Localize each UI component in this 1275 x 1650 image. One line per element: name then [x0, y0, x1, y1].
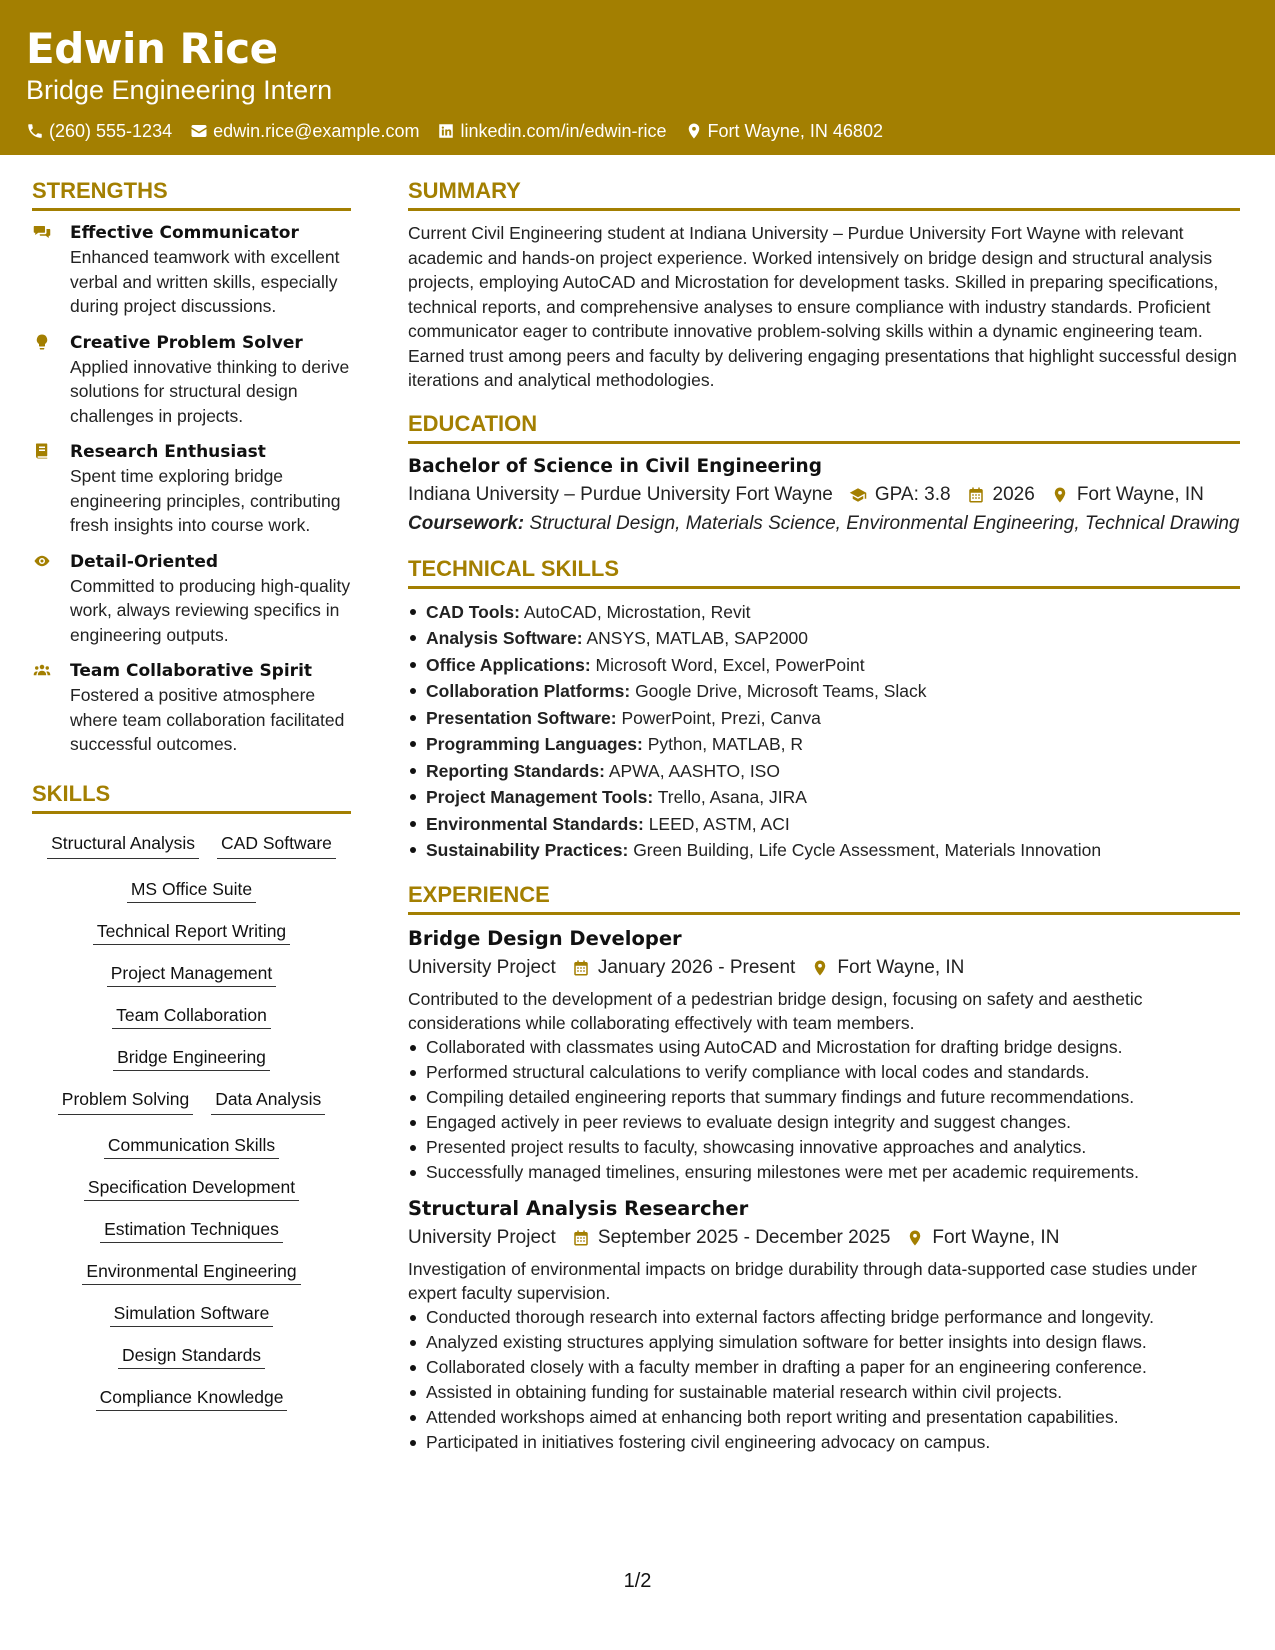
phone-icon — [26, 122, 44, 140]
page-number: 1/2 — [623, 1570, 652, 1592]
job-meta — [408, 1223, 1240, 1253]
skill-tag: Compliance Knowledge — [96, 1387, 288, 1411]
strength-desc: Applied innovative thinking to derive solutions for structural design challenges in projects. — [70, 356, 350, 426]
contact-bar — [26, 120, 1249, 142]
tech-skill-item — [408, 758, 1240, 785]
calendar-icon — [572, 959, 590, 977]
strength-item — [32, 440, 351, 538]
tech-skill-item — [408, 705, 1240, 732]
education-meta — [408, 480, 1240, 510]
job-entry — [408, 925, 1240, 1185]
tech-skill-value: LEED, ASTM, ACI — [648, 813, 790, 834]
phone-text: (260) 555-1234 — [49, 121, 173, 141]
job-title: Structural Analysis Researcher — [408, 1196, 749, 1220]
skill-tag: Environmental Engineering — [82, 1261, 300, 1285]
contact-phone — [26, 120, 172, 142]
strength-item — [32, 221, 351, 319]
job-bullet: Assisted in obtaining funding for sustainable material research within civil projects. — [408, 1380, 1240, 1405]
job-bullets — [408, 1305, 1240, 1455]
strength-title: Effective Communicator — [70, 223, 299, 243]
calendar-icon — [572, 1229, 590, 1247]
job-bullet: Performed structural calculations to verify compliance with local codes and standards. — [408, 1060, 1240, 1085]
strength-item — [32, 331, 351, 429]
skill-tag: Estimation Techniques — [100, 1219, 283, 1243]
tech-skill-item — [408, 652, 1240, 679]
coursework-label: Coursework: — [408, 512, 525, 534]
job-bullet: Successfully managed timelines, ensuring milestones were met per academic requirements. — [408, 1160, 1240, 1185]
tech-skill-item — [408, 731, 1240, 758]
skill-tag: Team Collaboration — [112, 1005, 271, 1029]
strength-desc: Committed to producing high-quality work, always reviewing specifics in engineering outputs. — [70, 575, 351, 645]
contact-location — [685, 120, 883, 142]
map-pin-icon — [811, 959, 829, 977]
strengths-heading: STRENGTHS — [32, 176, 351, 211]
strength-title: Research Enthusiast — [70, 442, 266, 462]
strength-title: Team Collaborative Spirit — [70, 661, 313, 681]
tech-skill-label: CAD Tools: — [426, 601, 520, 622]
tech-skill-label: Collaboration Platforms: — [426, 681, 631, 701]
linkedin-link[interactable]: linkedin.com/in/edwin-rice — [460, 121, 667, 141]
right-column — [408, 176, 1240, 1455]
job-entry — [408, 1195, 1240, 1455]
education-location: Fort Wayne, IN — [1076, 483, 1204, 505]
map-pin-icon — [685, 122, 703, 140]
technical-skills-list — [408, 599, 1240, 864]
tech-skill-value: Microsoft Word, Excel, PowerPoint — [595, 654, 865, 675]
comments-icon — [32, 223, 52, 241]
eye-icon — [32, 552, 52, 570]
coursework-list: Structural Design, Materials Science, Environmental Engineering, Technical Drawing — [529, 512, 1240, 534]
skill-tag: Problem Solving — [58, 1087, 193, 1115]
skill-tag: Design Standards — [118, 1345, 265, 1369]
tech-skill-label: Presentation Software: — [426, 707, 617, 728]
skill-tag: CAD Software — [217, 831, 336, 859]
map-pin-icon — [1051, 486, 1069, 504]
summary-text: Current Civil Engineering student at Indiana University – Purdue University Fort Wayne with relevant academic and hands-on project experience. Worked intensively on bridge design and structural analysis projects, employing AutoCAD and Microstation for development tasks. Skilled in preparing specifications, technical reports, and comprehensive analyses to ensure compliance with industry standards. Proficient communicator eager to contribute innovative problem-solving skills within a dynamic engineering team. Earned trust among peers and faculty by delivering engaging presentations that highlight successful design iterations and analytical methodologies. — [408, 223, 1237, 390]
skill-tag: MS Office Suite — [127, 879, 256, 903]
tech-skill-item — [408, 784, 1240, 811]
linkedin-icon — [437, 122, 455, 140]
calendar-icon — [967, 486, 985, 504]
tech-skill-item — [408, 678, 1240, 705]
job-org: University Project — [408, 1226, 556, 1248]
skills-heading: SKILLS — [32, 779, 351, 814]
users-icon — [32, 661, 52, 679]
job-bullet: Compiling detailed engineering reports that summary findings and future recommendations. — [408, 1085, 1240, 1110]
contact-linkedin[interactable] — [437, 120, 666, 142]
tech-skill-label: Project Management Tools: — [426, 787, 654, 807]
job-org: University Project — [408, 956, 556, 978]
tech-skill-value: ANSYS, MATLAB, SAP2000 — [586, 628, 808, 648]
skills-list — [32, 824, 351, 1420]
grad-year: 2026 — [992, 483, 1035, 505]
tech-skill-label: Reporting Standards: — [426, 760, 605, 781]
job-bullet: Conducted thorough research into external factors affecting bridge performance and longevity. — [408, 1305, 1240, 1330]
tech-skill-item — [408, 599, 1240, 626]
graduation-cap-icon — [849, 486, 867, 504]
strength-desc: Fostered a positive atmosphere where team collaboration facilitated successful outcomes. — [70, 685, 345, 754]
job-meta — [408, 953, 1240, 983]
job-bullet: Analyzed existing structures applying simulation software for better insights into design flaws. — [408, 1330, 1240, 1355]
email-link[interactable]: edwin.rice@example.com — [213, 121, 420, 141]
job-bullet: Presented project results to faculty, showcasing innovative approaches and analytics. — [408, 1135, 1240, 1160]
header — [0, 0, 1275, 155]
job-description: Contributed to the development of a pedestrian bridge design, focusing on safety and aesthetic considerations while collaborating effectively with team members. — [408, 988, 1143, 1033]
degree-title: Bachelor of Science in Civil Engineering — [408, 455, 822, 477]
book-icon — [32, 442, 52, 460]
envelope-icon — [190, 122, 208, 140]
summary-heading: SUMMARY — [408, 176, 1240, 211]
strength-title: Creative Problem Solver — [70, 332, 303, 353]
strength-item — [32, 550, 351, 648]
tech-skill-value: PowerPoint, Prezi, Canva — [621, 707, 821, 728]
experience-heading: EXPERIENCE — [408, 880, 1240, 915]
job-location: Fort Wayne, IN — [932, 1226, 1060, 1248]
candidate-name: Edwin Rice — [26, 24, 278, 73]
skill-tag: Project Management — [107, 963, 276, 987]
job-bullets — [408, 1035, 1240, 1185]
job-dates: January 2026 - Present — [597, 956, 796, 978]
tech-skill-value: APWA, AASHTO, ISO — [608, 760, 780, 781]
gpa-text: GPA: 3.8 — [874, 483, 951, 505]
tech-skill-value: AutoCAD, Microstation, Revit — [523, 601, 751, 622]
technical-skills-heading: TECHNICAL SKILLS — [408, 554, 1240, 589]
tech-skill-value: Trello, Asana, JIRA — [657, 787, 807, 807]
skill-tag: Bridge Engineering — [113, 1047, 270, 1071]
location-text: Fort Wayne, IN 46802 — [707, 121, 883, 141]
map-pin-icon — [906, 1229, 924, 1247]
candidate-role: Bridge Engineering Intern — [26, 75, 333, 105]
school-name: Indiana University – Purdue University Fort Wayne — [408, 483, 833, 505]
tech-skill-label: Sustainability Practices: — [426, 840, 629, 860]
coursework — [408, 512, 1240, 536]
job-bullet: Participated in initiatives fostering civil engineering advocacy on campus. — [408, 1430, 1240, 1455]
skill-tag: Structural Analysis — [47, 831, 199, 859]
job-bullet: Attended workshops aimed at enhancing both report writing and presentation capabilities. — [408, 1405, 1240, 1430]
tech-skill-value: Python, MATLAB, R — [647, 734, 804, 754]
tech-skill-item — [408, 837, 1240, 864]
strength-desc: Enhanced teamwork with excellent verbal and written skills, especially during project discussions. — [70, 247, 340, 316]
tech-skill-item — [408, 625, 1240, 652]
strength-desc: Spent time exploring bridge engineering principles, contributing fresh insights into course work. — [70, 466, 341, 535]
job-bullet: Collaborated closely with a faculty member in drafting a paper for an engineering conference. — [408, 1355, 1240, 1380]
skill-tag: Simulation Software — [110, 1303, 274, 1327]
tech-skill-label: Analysis Software: — [426, 628, 583, 648]
tech-skill-item — [408, 811, 1240, 838]
job-bullet: Collaborated with classmates using AutoCAD and Microstation for drafting bridge designs. — [408, 1035, 1240, 1060]
skill-tag: Technical Report Writing — [93, 921, 290, 945]
skill-tag: Data Analysis — [211, 1087, 325, 1115]
tech-skill-label: Environmental Standards: — [426, 813, 644, 834]
skill-tag: Communication Skills — [104, 1135, 279, 1159]
job-dates: September 2025 - December 2025 — [597, 1226, 891, 1248]
strength-item — [32, 659, 351, 757]
education-heading: EDUCATION — [408, 409, 1240, 444]
job-description: Investigation of environmental impacts on bridge durability through data-supported case studies under expert faculty supervision. — [408, 1258, 1197, 1303]
left-column — [32, 176, 351, 1420]
skill-tag: Specification Development — [84, 1177, 299, 1201]
strength-title: Detail-Oriented — [70, 551, 219, 572]
job-location: Fort Wayne, IN — [837, 956, 965, 978]
tech-skill-value: Green Building, Life Cycle Assessment, Materials Innovation — [633, 840, 1102, 860]
tech-skill-label: Office Applications: — [426, 654, 591, 675]
tech-skill-value: Google Drive, Microsoft Teams, Slack — [635, 681, 927, 701]
contact-email[interactable] — [190, 120, 419, 142]
job-bullet: Engaged actively in peer reviews to evaluate design integrity and suggest changes. — [408, 1110, 1240, 1135]
lightbulb-icon — [32, 333, 52, 351]
tech-skill-label: Programming Languages: — [426, 734, 643, 754]
job-title: Bridge Design Developer — [408, 926, 682, 950]
